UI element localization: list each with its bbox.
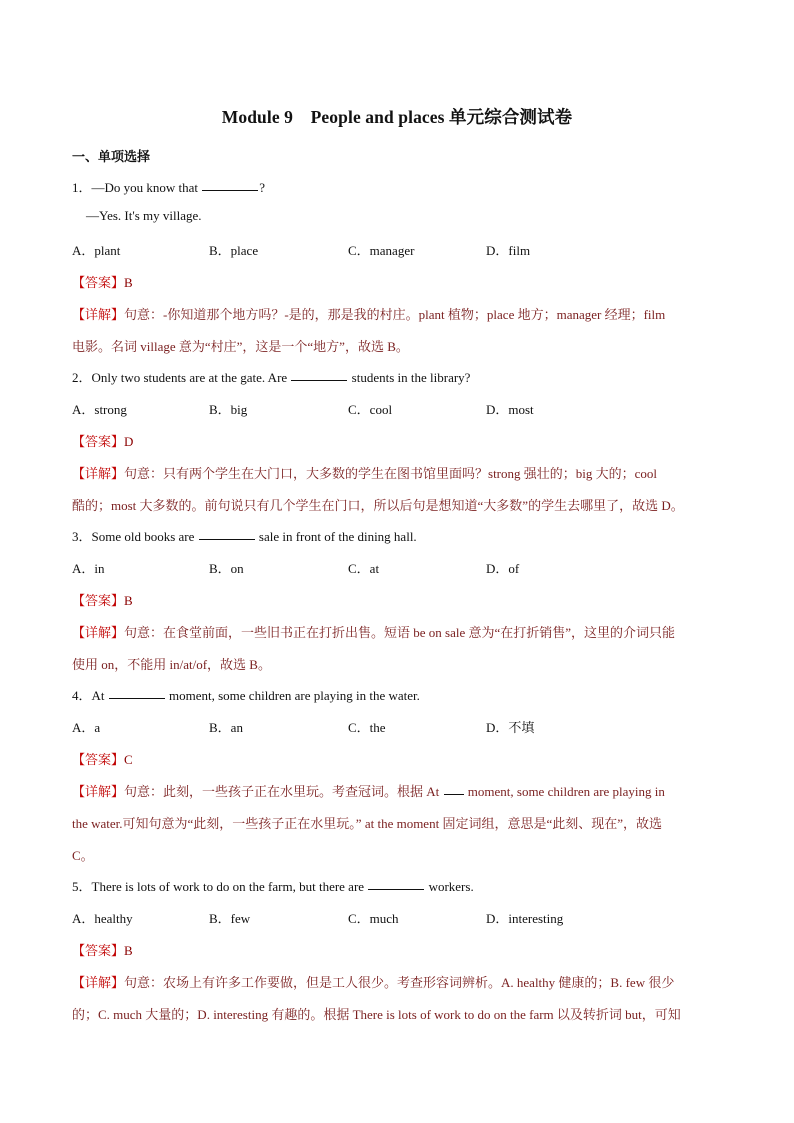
answer-value: B [124, 943, 133, 958]
question-text: 5．There is lots of work to do on the farm, but there are [72, 879, 368, 894]
question-text-end: sale in front of the dining hall. [255, 529, 417, 544]
option-c: C．much [348, 911, 399, 926]
question-text: 2．Only two students are at the gate. Are [72, 370, 291, 385]
question-text-end: ? [259, 180, 266, 195]
detail-5-line-2: 的；C. much 大量的；D. interesting 有趣的。根据 There is lots of work to do on the farm 以及转折词 but，可知 [72, 1007, 681, 1022]
answer-3 [72, 590, 133, 609]
detail-3-line-1 [72, 622, 675, 641]
question-4 [72, 685, 420, 704]
answer-blank [368, 888, 424, 890]
answer-2 [72, 431, 133, 450]
option-d: D．most [486, 402, 534, 417]
option-c: C．at [348, 561, 380, 576]
answer-blank [202, 189, 258, 191]
option-a: A．healthy [72, 911, 133, 926]
detail-2-line-1 [72, 463, 657, 482]
answer-1 [72, 272, 133, 291]
question-1 [72, 177, 265, 196]
detail-tag: 【详解】 [72, 784, 125, 799]
answer-blank [444, 793, 464, 795]
question-text-end: students in the library? [348, 370, 471, 385]
detail-text: 句意：农场上有许多工作要做，但是工人很少。考查形容词辨析。A. healthy 健康的；B. few 很少 [124, 975, 675, 990]
detail-5-line-1 [72, 972, 674, 991]
answer-tag: 【答案】 [72, 593, 125, 608]
detail-tag: 【详解】 [72, 625, 125, 640]
detail-4-line-3: C。 [72, 848, 94, 863]
question-5 [72, 876, 474, 895]
detail-1-line-1 [72, 304, 665, 323]
question-3 [72, 526, 417, 545]
detail-text-end: moment, some children are playing in [464, 784, 665, 799]
detail-1-line-2: 电影。名词 village 意为“村庄”，这是一个“地方”，故选 B。 [72, 339, 409, 354]
option-a: A．in [72, 561, 105, 576]
option-b: B．few [209, 911, 251, 926]
detail-3-line-2: 使用 on，不能用 in/at/of，故选 B。 [72, 657, 271, 672]
detail-4-line-2: the water.可知句意为“此刻，一些孩子正在水里玩。” at the moment 固定词组，意思是“此刻、现在”，故选 [72, 816, 662, 831]
answer-tag: 【答案】 [72, 275, 125, 290]
page-title: Module 9 People and places 单元综合测试卷 [221, 107, 573, 127]
option-d: D．of [486, 561, 520, 576]
detail-tag: 【详解】 [72, 975, 125, 990]
answer-blank [109, 697, 165, 699]
answer-tag: 【答案】 [72, 434, 125, 449]
question-text: 1．—Do you know that [72, 180, 202, 195]
detail-tag: 【详解】 [72, 466, 125, 481]
option-a: A．strong [72, 402, 127, 417]
answer-blank [199, 538, 255, 540]
detail-text: 句意：此刻，一些孩子正在水里玩。考查冠词。根据 At [124, 784, 443, 799]
detail-text: 句意：-你知道那个地方吗？-是的，那是我的村庄。plant 植物；place 地方；manager 经理；film [124, 307, 666, 322]
detail-tag: 【详解】 [72, 307, 125, 322]
answer-blank [291, 379, 347, 381]
answer-value: B [124, 275, 133, 290]
answer-4 [72, 749, 133, 768]
answer-tag: 【答案】 [72, 943, 125, 958]
option-a: A．a [72, 720, 101, 735]
option-c: C．cool [348, 402, 393, 417]
question-text-end: moment, some children are playing in the water. [165, 688, 420, 703]
detail-2-line-2: 酷的；most 大多数的。前句说只有几个学生在门口，所以后句是想知道“大多数”的学生去哪里了，故选 D。 [72, 498, 684, 513]
option-b: B．big [209, 402, 248, 417]
question-2 [72, 367, 470, 386]
option-d: D．interesting [486, 911, 564, 926]
detail-text: 句意：只有两个学生在大门口，大多数的学生在图书馆里面吗？strong 强壮的；big 大的；cool [124, 466, 658, 481]
option-c: C．the [348, 720, 386, 735]
option-b: B．place [209, 243, 259, 258]
question-text: 4．At [72, 688, 108, 703]
answer-5 [72, 940, 133, 959]
option-b: B．an [209, 720, 243, 735]
detail-4-line-1 [72, 781, 665, 800]
section-heading: 一、单项选择 [72, 149, 151, 164]
answer-value: B [124, 593, 133, 608]
answer-value: C [124, 752, 133, 767]
question-1-reply: —Yes. It's my village. [86, 208, 202, 223]
answer-value: D [124, 434, 134, 449]
detail-text: 句意：在食堂前面，一些旧书正在打折出售。短语 be on sale 意为“在打折销售”，这里的介词只能 [124, 625, 676, 640]
option-b: B．on [209, 561, 244, 576]
question-text-end: workers. [425, 879, 474, 894]
option-d: D．不填 [486, 720, 535, 735]
answer-tag: 【答案】 [72, 752, 125, 767]
option-a: A．plant [72, 243, 121, 258]
question-text: 3．Some old books are [72, 529, 198, 544]
option-d: D．film [486, 243, 531, 258]
option-c: C．manager [348, 243, 415, 258]
